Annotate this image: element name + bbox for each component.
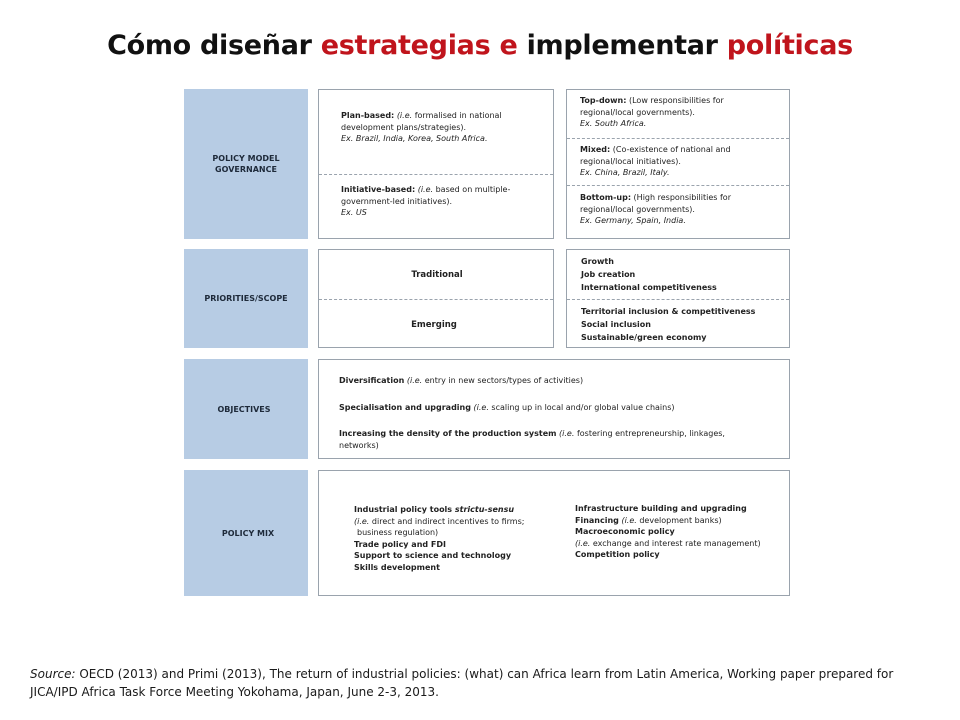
- list-item: Sustainable/green economy: [581, 333, 707, 342]
- priorities-left-box: [318, 249, 554, 348]
- tools-description: [354, 516, 554, 528]
- tools-italic: strictu-sensu: [454, 505, 515, 514]
- list-item: Job creation: [581, 270, 636, 279]
- top-down-section: [567, 90, 789, 138]
- mixed-example: Ex. China, Brazil, Italy.: [580, 168, 670, 177]
- category-label: POLICY MIX: [221, 528, 275, 538]
- mixed-section: [567, 138, 789, 185]
- emerging-label: Emerging: [411, 319, 457, 330]
- top-down-example: Ex. South Africa.: [580, 119, 647, 128]
- tools-heading: Industrial policy tools: [354, 505, 455, 514]
- policy-mix-box: [318, 470, 790, 596]
- objective-ie: (i.e.: [473, 402, 489, 412]
- emerging-items: [567, 299, 789, 349]
- objective-ie: (i.e.: [406, 376, 423, 385]
- category-label: POLICY MODEL GOVERNANCE: [212, 154, 280, 174]
- traditional-label: Traditional: [411, 269, 463, 280]
- list-item: Territorial inclusion & competitiveness: [581, 307, 756, 316]
- financing-ie: (i.e.: [621, 515, 637, 525]
- source-label: Source:: [30, 667, 76, 681]
- source-note: [30, 665, 930, 701]
- title-highlight-policies: políticas: [726, 30, 853, 61]
- infrastructure: Infrastructure building and upgrading: [575, 504, 747, 513]
- traditional-section: [319, 250, 553, 299]
- title-highlight-strategies: estrategias e: [320, 30, 518, 61]
- macroeconomic-policy: Macroeconomic policy: [575, 527, 675, 536]
- skills-development: Skills development: [354, 562, 440, 572]
- bottom-up-example: Ex. Germany, Spain, India.: [580, 216, 686, 225]
- competition-policy: Competition policy: [575, 550, 660, 559]
- policy-mix-right: [575, 503, 785, 561]
- policy-mix-left: [354, 504, 554, 573]
- bottom-up-section: [567, 185, 789, 240]
- tools-text: direct and indirect incentives to firms;: [369, 516, 525, 526]
- title-text-1: Cómo diseñar: [107, 30, 321, 61]
- initiative-based-heading: Initiative-based:: [341, 185, 416, 194]
- priorities-right-box: [566, 249, 790, 348]
- top-down-text: (Low responsibilities for regional/local governments).: [580, 96, 724, 117]
- traditional-items: [567, 250, 789, 299]
- science-support: Support to science and technology: [354, 551, 512, 560]
- objective-text: entry in new sectors/types of activities): [422, 376, 584, 385]
- objective-ie: (i.e.: [559, 429, 575, 438]
- initiative-based-example: Ex. US: [341, 208, 367, 217]
- plan-based-heading: Plan-based:: [341, 111, 395, 120]
- list-item: International competitiveness: [581, 283, 717, 292]
- plan-based-ie: (i.e.: [396, 111, 413, 120]
- category-label: PRIORITIES/SCOPE: [204, 294, 288, 303]
- tools-ie: (i.e.: [354, 516, 370, 526]
- objective-diversification: [339, 375, 759, 387]
- objective-text: scaling up in local and/or global value chains): [488, 402, 675, 412]
- plan-based-text: formalised in national development plans/strategies).: [341, 111, 502, 132]
- bottom-up-text: (High responsibilities for regional/local governments).: [580, 193, 731, 214]
- objective-density: [339, 428, 759, 451]
- plan-based-example: Ex. Brazil, India, Korea, South Africa.: [341, 134, 488, 143]
- macro-ie: (i.e.: [575, 538, 591, 548]
- list-item: Growth: [581, 257, 614, 266]
- list-item: Social inclusion: [581, 320, 651, 329]
- initiative-based-ie: (i.e.: [417, 185, 434, 194]
- bottom-up-heading: Bottom-up:: [580, 193, 632, 202]
- top-down-heading: Top-down:: [580, 96, 627, 105]
- governance-left-box: [318, 89, 554, 239]
- emerging-section: [319, 299, 553, 349]
- objective-heading: Increasing the density of the production system: [339, 429, 557, 438]
- source-text: OECD (2013) and Primi (2013), The return of industrial policies: (what) can Africa learn from Latin America, Working paper prepared for JICA/IPD Africa Task Force Meeting Yokohama, Japan, June 2-3, 2013.: [30, 667, 894, 699]
- financing-heading: Financing: [575, 515, 619, 525]
- governance-right-box: [566, 89, 790, 239]
- category-policy-model-governance: [184, 89, 308, 239]
- initiative-based-text: based on multiple-government-led initiatives).: [341, 185, 511, 206]
- macro-description: [575, 538, 785, 550]
- mixed-heading: Mixed:: [580, 145, 611, 154]
- trade-policy: Trade policy and FDI: [354, 539, 446, 549]
- category-policy-mix: [184, 470, 308, 596]
- objective-specialisation: [339, 402, 759, 414]
- objectives-box: [318, 359, 790, 459]
- industrial-tools: [354, 504, 554, 516]
- category-priorities-scope: [184, 249, 308, 348]
- tools-text-2: business regulation): [357, 528, 439, 537]
- page-title: [0, 30, 960, 61]
- financing-text: development banks): [636, 515, 722, 525]
- financing: [575, 515, 785, 527]
- initiative-based-section: [319, 174, 553, 240]
- mixed-text: (Co-existence of national and regional/local initiatives).: [580, 145, 731, 166]
- category-label: OBJECTIVES: [217, 404, 271, 414]
- objective-text: fostering entrepreneurship, linkages, networks): [339, 429, 725, 450]
- objective-heading: Diversification: [339, 376, 405, 385]
- category-objectives: [184, 359, 308, 459]
- title-text-2: implementar: [517, 30, 727, 61]
- plan-based-section: [319, 90, 553, 174]
- macro-text: exchange and interest rate management): [590, 538, 761, 548]
- objective-heading: Specialisation and upgrading: [339, 402, 471, 412]
